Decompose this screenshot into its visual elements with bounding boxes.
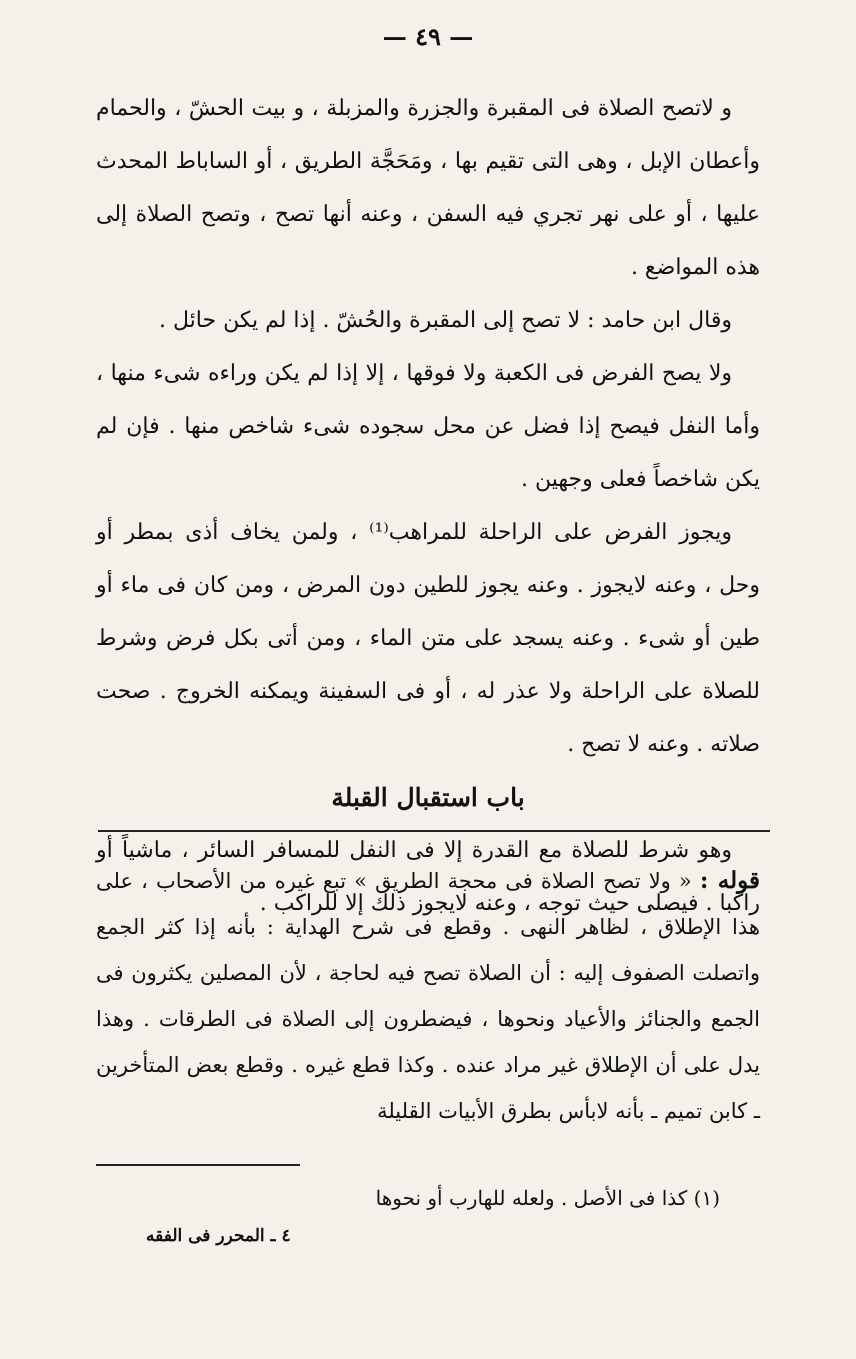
commentary-paragraph: [96, 858, 760, 1134]
chapter-paragraph: وهو شرط للصلاة مع القدرة إلا فى النفل للمسافر السائر ، ماشياً أو راكبا . فيصلى حيث توجه ، وعنه لايجوز ذلك إلا للراكب .: [96, 838, 760, 916]
commentary-text: « ولا تصح الصلاة فى محجة الطريق » تبع غيره من الأصحاب ، على هذا الإطلاق ، لظاهر النهى . وقطع فى شرح الهداية : بأنه إذا كثر الجمع واتصلت الصفوف إليه : أن الصلاة تصح فيه لحاجة ، لأن المصلين يكثرون فى الجمع والجنائز والأعياد ونحوها ، فيضطرون إلى الصلاة فى الطرقات . وهذا يدل على أن الإطلاق غير مراد عنده . وكذا قطع غيره . وقطع بعض المتأخرين ـ كابن تميم ـ بأنه لابأس بطرق الأبيات القليلة: [96, 869, 760, 1123]
main-paragraph: ويجوز الفرض على الراحلة للمراهب⁽¹⁾ ، ولمن يخاف أذى بمطر أو وحل ، وعنه لايجوز . وعنه يجوز للطين دون المرض ، ومن كان فى ماء أو طين أو شىء . وعنه يسجد على متن الماء ، ومن أتى بكل فرض وشرط للصلاة على الراحلة ولا عذر له ، أو فى السفينة ويمكنه الخروج . صحت صلاته . وعنه لا تصح .: [96, 520, 760, 757]
footnote-divider: [96, 1164, 300, 1166]
main-paragraph: و لاتصح الصلاة فى المقبرة والجزرة والمزبلة ، و بيت الحشّ ، والحمام وأعطان الإبل ، وهى التى تقيم بها ، ومَحَجَّة الطريق ، أو الساباط المحدث عليها ، أو على نهر تجري فيه السفن ، وعنه أنها تصح ، وتصح الصلاة إلى هذه المواضع .: [96, 96, 760, 280]
footnote: (١) كذا فى الأصل . ولعله للهارب أو نحوها: [375, 1186, 720, 1210]
chapter-title: باب استقبال القبلة: [331, 783, 525, 812]
commentary-block: [96, 858, 760, 1134]
page-number: — ٤٩ —: [382, 22, 474, 51]
section-divider: [98, 830, 770, 832]
commentary-lead: قوله :: [699, 867, 760, 894]
signature-mark: ٤ ـ المحرر فى الفقه: [146, 1226, 291, 1246]
main-text-block: [96, 82, 760, 930]
main-paragraph: وقال ابن حامد : لا تصح إلى المقبرة والحُشّ . إذا لم يكن حائل .: [159, 308, 732, 333]
main-paragraph: ولا يصح الفرض فى الكعبة ولا فوقها ، إلا إذا لم يكن وراءه شىء منها ، وأما النفل فيصح إذا فضل عن محل سجوده شىء شاخص منها . فإن لم يكن شاخصاً فعلى وجهين .: [96, 361, 761, 492]
